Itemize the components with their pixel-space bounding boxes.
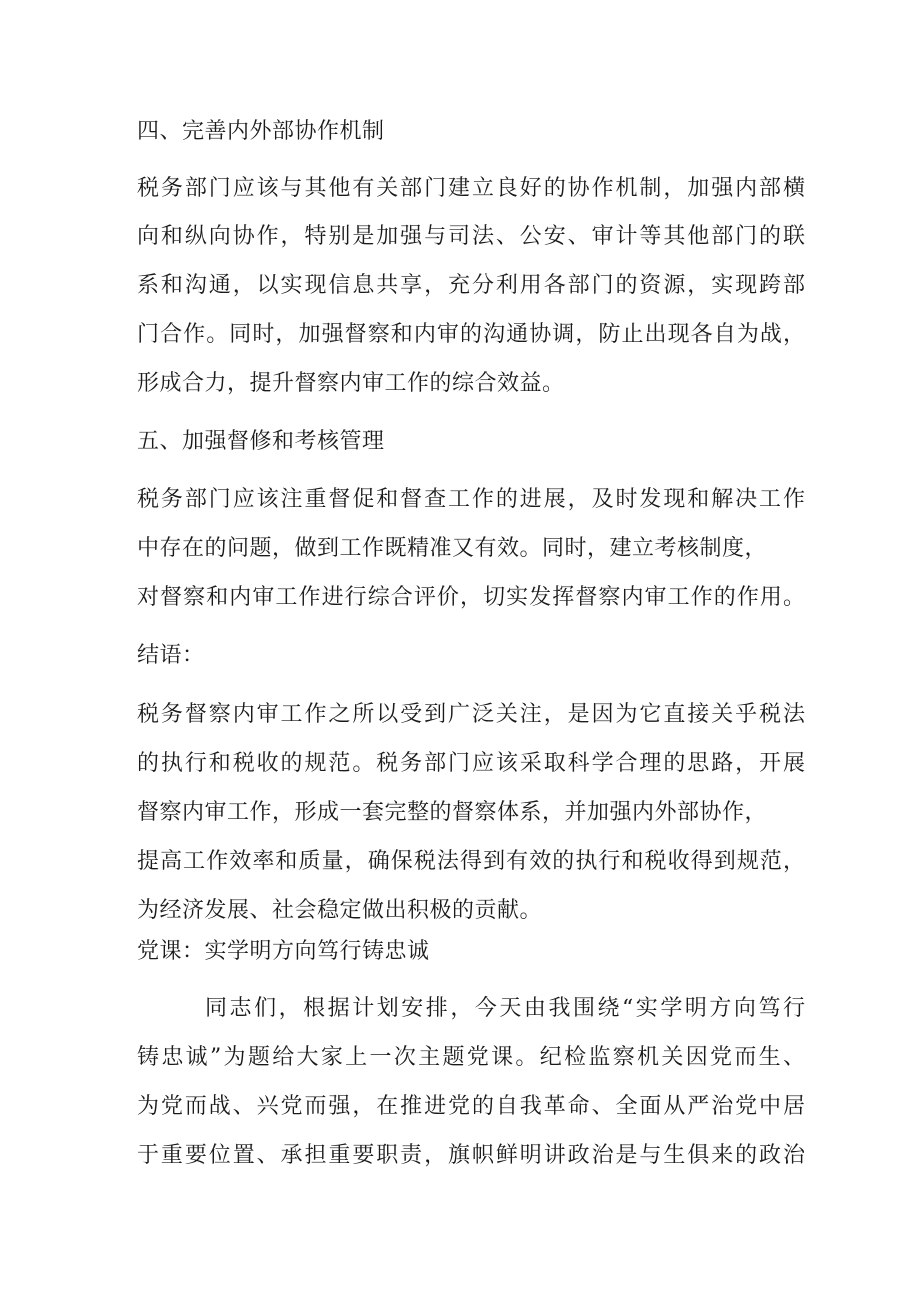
paragraph-line: 税务部门应该与其他有关部门建立良好的协作机制，加强内部横 — [137, 176, 805, 201]
paragraph-line: 向和纵向协作，特别是加强与司法、公安、审计等其他部门的联 — [137, 224, 805, 249]
paragraph-line: 中存在的问题，做到工作既精准又有效。同时，建立考核制度， — [137, 536, 768, 561]
paragraph-line: 为经济发展、社会稳定做出积极的贡献。 — [137, 898, 543, 923]
paragraph-line: 税务部门应该注重督促和督查工作的进展，及时发现和解决工作 — [137, 487, 805, 512]
paragraph-line: 系和沟通，以实现信息共享，充分利用各部门的资源，实现跨部 — [137, 273, 805, 298]
party-lesson-title: 党课：实学明方向笃行铸忠诚 — [137, 939, 430, 964]
paragraph-line: 为党而战、兴党而强，在推进党的自我革命、全面从严治党中居 — [137, 1094, 805, 1119]
paragraph-line: 对督察和内审工作进行综合评价，切实发挥督察内审工作的作用。 — [137, 585, 805, 610]
paragraph-line: 的执行和税收的规范。税务部门应该采取科学合理的思路，开展 — [137, 751, 805, 776]
section-heading-5: 五、加强督修和考核管理 — [137, 429, 385, 454]
paragraph-line: 同志们，根据计划安排，今天由我围绕“实学明方向笃行 — [205, 996, 805, 1021]
paragraph-line: 门合作。同时，加强督察和内审的沟通协调，防止出现各自为战， — [137, 322, 805, 347]
conclusion-heading: 结语： — [137, 643, 205, 668]
paragraph-line: 铸忠诚”为题给大家上一次主题党课。纪检监察机关因党而生、 — [137, 1045, 805, 1070]
paragraph-line: 税务督察内审工作之所以受到广泛关注，是因为它直接关乎税法 — [137, 702, 805, 727]
paragraph-line: 形成合力，提升督察内审工作的综合效益。 — [137, 371, 565, 396]
section-heading-4: 四、完善内外部协作机制 — [137, 119, 385, 144]
paragraph-line: 于重要位置、承担重要职责，旗帜鲜明讲政治是与生俱来的政治 — [137, 1143, 805, 1168]
paragraph-line: 提高工作效率和质量，确保税法得到有效的执行和税收得到规范， — [137, 849, 805, 874]
paragraph-line: 督察内审工作，形成一套完整的督察体系，并加强内外部协作， — [137, 800, 768, 825]
